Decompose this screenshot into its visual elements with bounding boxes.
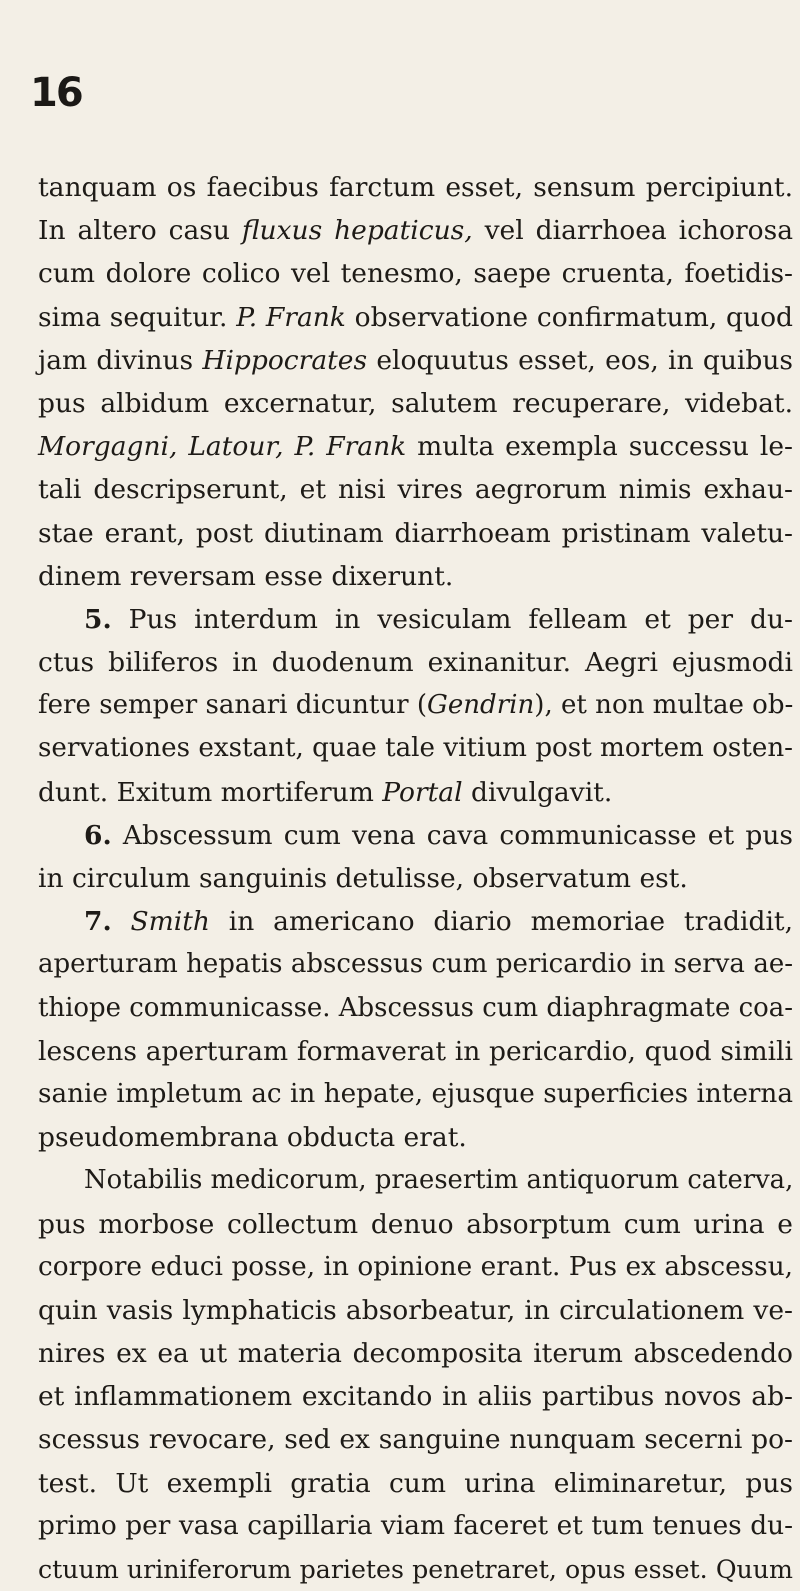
section-number: 6. <box>84 819 112 851</box>
text-line <box>38 209 793 252</box>
text-run: sima sequitur. <box>38 301 237 333</box>
text-line: quin vasis lymphaticis absorbeatur, in circulationem ve- <box>38 1294 793 1326</box>
text-line: tali descripserunt, et nisi vires aegrorum nimis exhau- <box>38 474 793 506</box>
text-line <box>38 598 793 641</box>
text-run: Pus interdum in vesiculam felleam et per du- <box>111 603 793 635</box>
text-run: dunt. Exitum mortiferum <box>38 776 383 808</box>
text-line: primo per vasa capillaria viam faceret et tum tenues du- <box>38 1510 793 1541</box>
text-line: scessus revocare, sed ex sanguine nunquam secerni po- <box>38 1424 793 1456</box>
text-line: in circulum sanguinis detulisse, observatum est. <box>38 863 688 894</box>
text-run: observatione confirmatum, quod <box>345 301 793 333</box>
text-line: dinem reversam esse dixerunt. <box>38 560 454 592</box>
text-line <box>38 684 793 727</box>
text-run: In altero casu <box>38 215 242 247</box>
text-run: vel diarrhoea ichorosa <box>472 215 793 247</box>
text-line: corpore educi posse, in opinione erant. Pus ex abscessu, <box>38 1251 793 1282</box>
section-number: 5. <box>84 603 112 635</box>
text-line: aperturam hepatis abscessus cum pericardio in serva ae- <box>38 949 793 980</box>
text-line: tanquam os faecibus farctum esset, sensum percipiunt. <box>38 172 793 203</box>
text-run: Abscessum cum vena cava communicasse et pus <box>111 819 793 851</box>
text-line <box>38 771 793 814</box>
text-run: divulgavit. <box>462 776 613 808</box>
text-line <box>38 900 793 943</box>
body-text <box>38 166 793 1591</box>
italic-names: Morgagni, Latour, P. Frank <box>38 431 407 463</box>
italic-term: fluxus hepaticus, <box>241 215 473 247</box>
italic-name: Gendrin <box>427 690 535 721</box>
text-line: ctus biliferos in duodenum exinanitur. Aegri ejusmodi <box>38 647 793 679</box>
text-line <box>38 339 793 382</box>
text-line: sanie impletum ac in hepate, ejusque superficies interna <box>38 1078 793 1109</box>
text-line: test. Ut exempli gratia cum urina eliminaretur, pus <box>38 1467 793 1499</box>
text-line <box>38 425 793 468</box>
text-line: pus morbose collectum denuo absorptum cum urina e <box>38 1208 793 1240</box>
text-run: in americano diario memoriae tradidit, <box>209 906 793 938</box>
text-line: pseudomembrana obducta erat. <box>38 1122 467 1154</box>
italic-name: Portal <box>382 776 463 808</box>
text-line: ctuum uriniferorum parietes penetraret, opus esset. Quum <box>38 1555 793 1584</box>
text-line <box>38 814 793 857</box>
text-line: cum dolore colico vel tenesmo, saepe cruenta, foetidis- <box>38 258 793 290</box>
italic-name: Hippocrates <box>202 344 368 376</box>
text-line <box>38 296 793 339</box>
italic-name: Smith <box>111 906 210 938</box>
section-number: 7. <box>84 906 112 938</box>
text-line: pus albidum excernatur, salutem recuperare, videbat. <box>38 387 793 419</box>
page-number: 16 <box>30 70 82 116</box>
italic-name: P. Frank <box>236 301 346 333</box>
text-line: servationes exstant, quae tale vitium post mortem osten- <box>38 733 793 764</box>
text-run: eloquutus esset, eos, in quibus <box>367 344 793 376</box>
text-line: nires ex ea ut materia decomposita iterum abscedendo <box>38 1338 793 1370</box>
text-run: ), et non multae ob- <box>534 690 794 721</box>
text-line: stae erant, post diutinam diarrhoeam pristinam valetu- <box>38 517 793 549</box>
text-line: thiope communicasse. Abscessus cum diaphragmate coa- <box>38 992 793 1023</box>
text-run: multa exempla successu le- <box>406 431 793 463</box>
text-line: et inflammationem excitando in aliis partibus novos ab- <box>38 1381 793 1413</box>
text-run: fere semper sanari dicuntur ( <box>38 690 428 721</box>
text-line: lescens aperturam formaverat in pericardio, quod simili <box>38 1035 793 1067</box>
text-line: Notabilis medicorum, praesertim antiquorum caterva, <box>84 1165 794 1196</box>
text-run: jam divinus <box>38 344 203 376</box>
